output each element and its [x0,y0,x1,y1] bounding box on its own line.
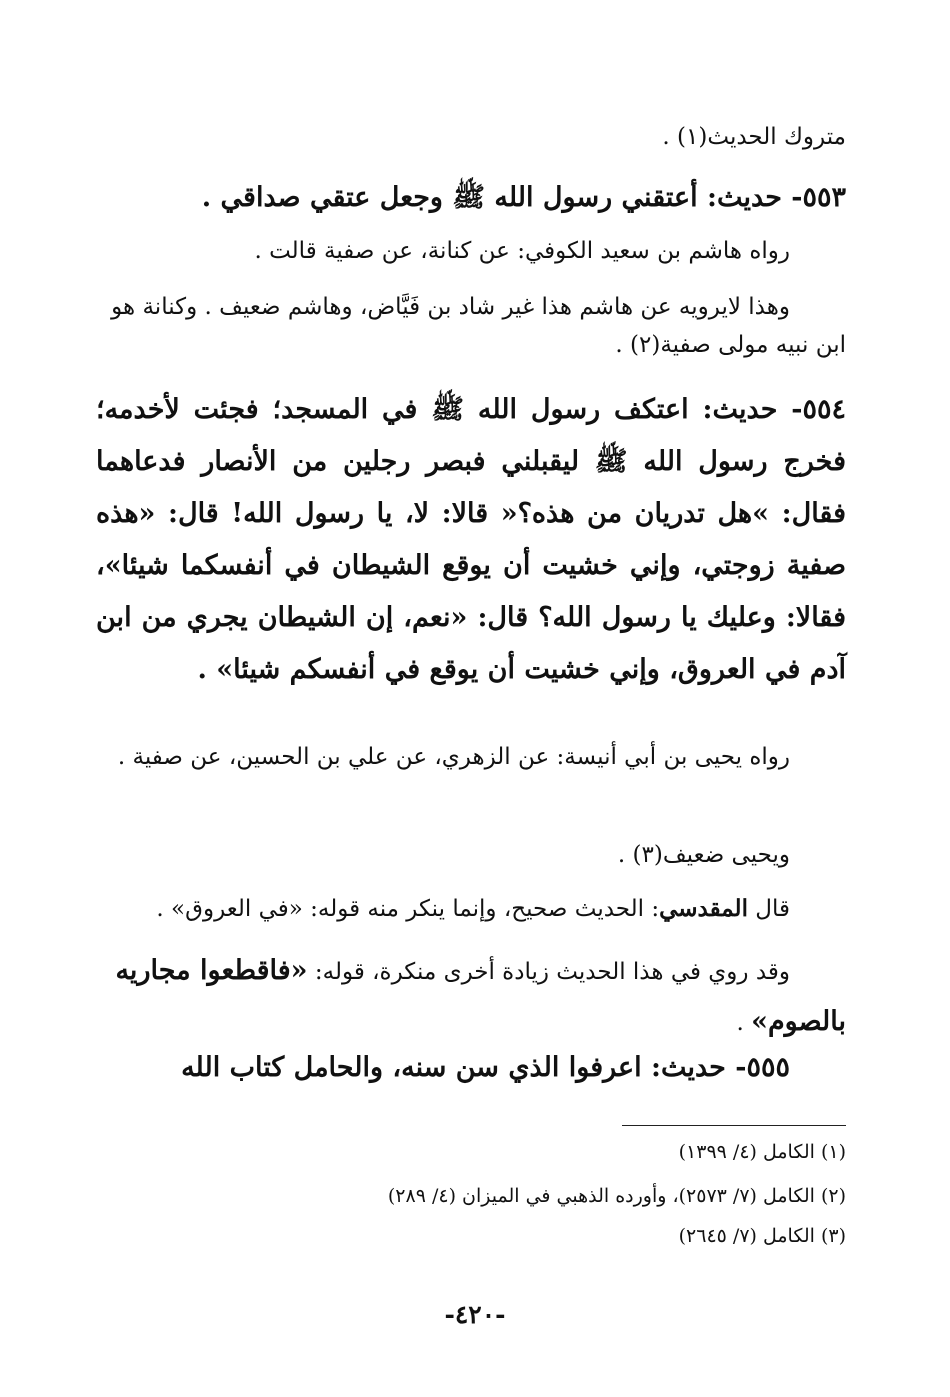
footnote-divider [622,1125,846,1126]
text-line: متروك الحديث(١) . [662,124,846,150]
text-line: ويحيى ضعيف(٣) . [617,842,790,868]
text-span: . [736,1010,752,1036]
footnote-3: (٣) الكامل (٧/ ٢٦٤٥) [678,1225,846,1247]
page-number: -٤٢٠- [444,1300,506,1329]
quote-bold: «فاقطعوا مجاريه بالصوم» [115,955,846,1037]
footnote-2: (٢) الكامل (٧/ ٢٥٧٣)، وأورده الذهبي في الميزان (٤/ ٢٨٩) [387,1185,846,1207]
name-bold: المقدسي [659,895,748,922]
hadith-554: ٥٥٤- حديث: اعتكف رسول الله ﷺ في المسجد؛ فجئت لأخدمه؛ فخرج رسول الله ﷺ ليقبلني فبصر رجلين من الأنصار فدعاهما فقال: »هل تدريان من هذه؟« قالا: لا، يا رسول الله! قال: «هذه صفية زوجتي، وإني خشيت أن يوقع الشيطان في أنفسكما شيئا»، فقالا: وعليك يا رسول الله؟ قال: «نعم، إن الشيطان يجري من ابن آدم في العروق، وإني خشيت أن يوقع في أنفسكم شيئا» . [96,394,846,685]
hadith-553: ٥٥٣- حديث: أعتقني رسول الله ﷺ وجعل عتقي صداقي . [201,182,846,213]
hadith-555: ٥٥٥- حديث: اعرفوا الذي سن سنه، والحامل كتاب الله [181,1052,790,1083]
text-span: : الحديث صحيح، وإنما ينكر منه قوله: «في العروق» . [156,896,660,922]
narration-line: رواه يحيى بن أبي أنيسة: عن الزهري، عن علي بن الحسين، عن صفية . [117,744,790,770]
text-span: وقد روي في هذا الحديث زيادة أخرى منكرة، قوله: [307,959,790,985]
addition-paragraph [96,946,846,1048]
maqdisi-comment [96,890,846,928]
text-span: قال [747,896,790,922]
commentary-paragraph: وهذا لايرويه عن هاشم هذا غير شاد بن فَيَّاض، وهاشم ضعيف . وكنانة هو ابن نبيه مولى صفية(٢) . [111,294,846,358]
narration-line: رواه هاشم بن سعيد الكوفي: عن كنانة، عن صفية قالت . [254,238,790,264]
footnote-1: (١) الكامل (٤/ ١٣٩٩) [678,1141,846,1163]
